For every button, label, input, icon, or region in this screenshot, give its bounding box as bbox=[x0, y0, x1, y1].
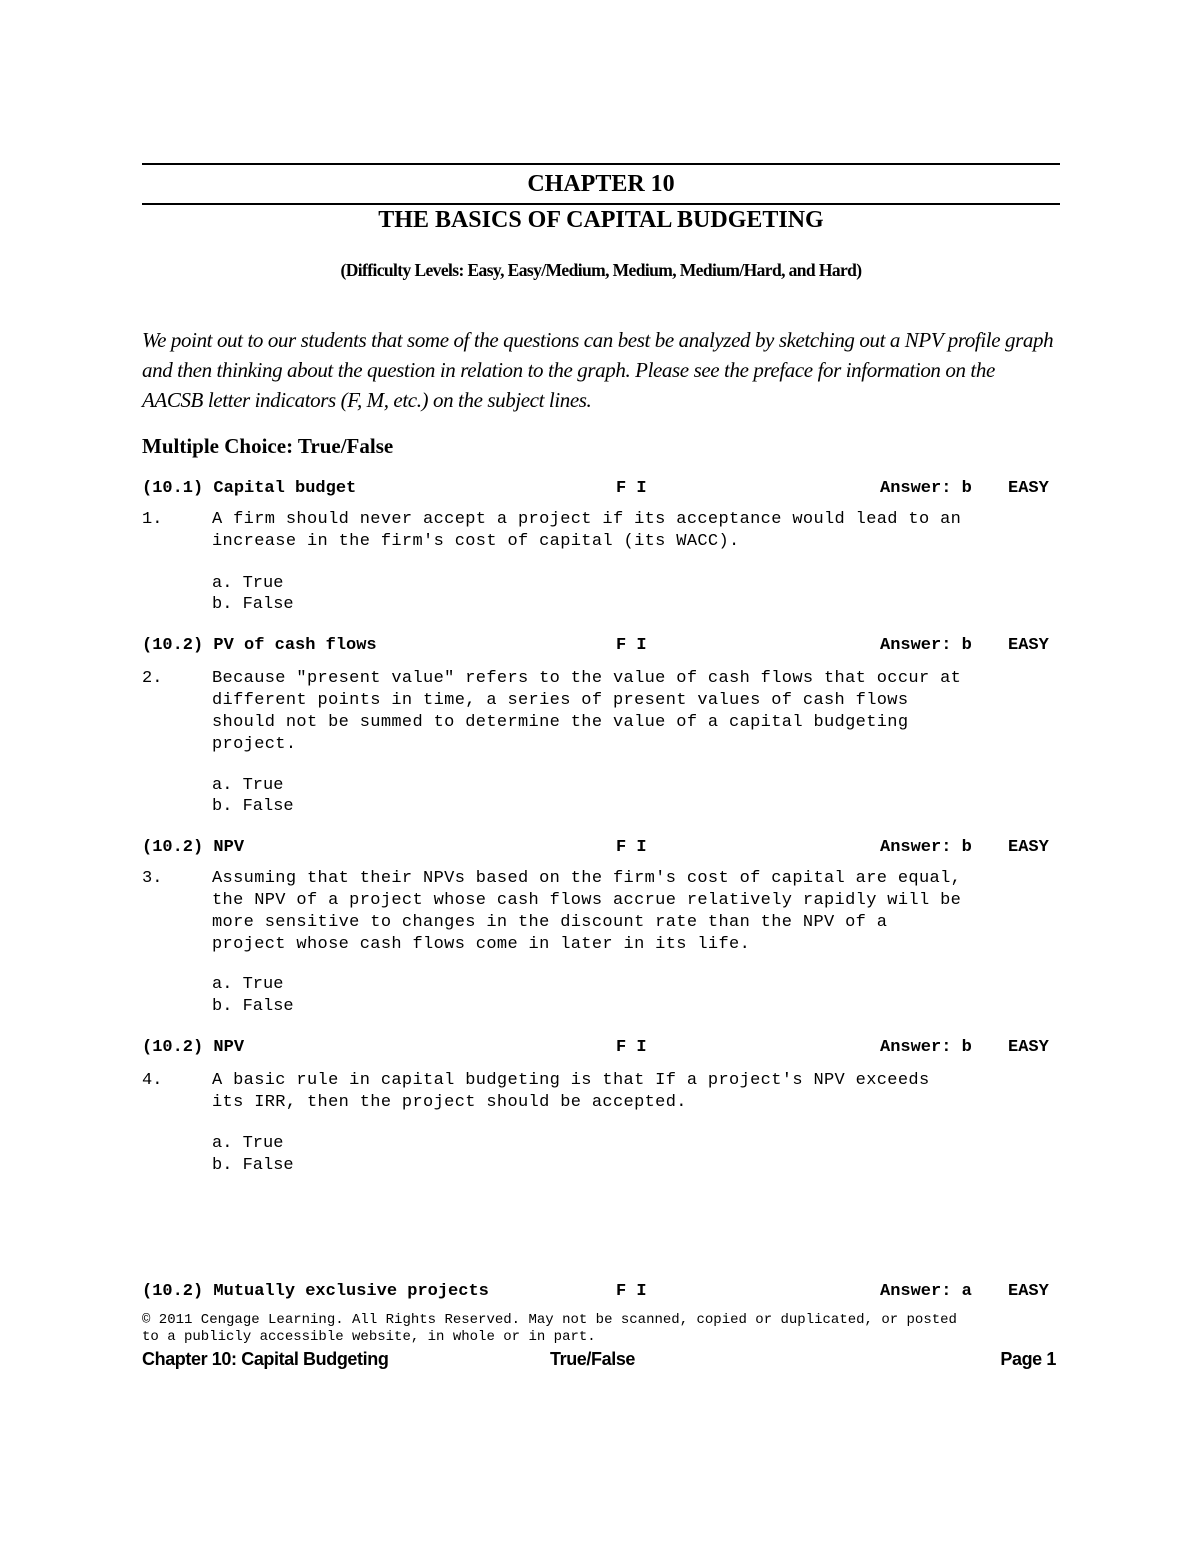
difficulty-level: EASY bbox=[1008, 636, 1049, 655]
footer-chapter: Chapter 10: Capital Budgeting bbox=[142, 1349, 389, 1369]
question-text: Because "present value" refers to the value of cash flows that occur at different points in time, a series of present values of cash flows should not be summed to determine the value of a capital budgeting project. bbox=[212, 669, 962, 754]
top-rule bbox=[142, 163, 1060, 165]
question-text: Assuming that their NPVs based on the firm's cost of capital are equal, the NPV of a project whose cash flows accrue relatively rapidly will be more sensitive to changes in the discount rate than the NPV of a project whose cash flows come in later in its life. bbox=[212, 869, 962, 954]
chapter-title: THE BASICS OF CAPITAL BUDGETING bbox=[378, 207, 824, 233]
aacsb-indicator: F I bbox=[616, 479, 647, 498]
question-topic: (10.2) Mutually exclusive projects bbox=[142, 1282, 489, 1301]
aacsb-indicator: F I bbox=[616, 636, 647, 655]
question-header bbox=[142, 478, 1060, 500]
question-topic: (10.1) Capital budget bbox=[142, 479, 357, 498]
question-number: 1. bbox=[142, 510, 163, 529]
page-number: Page 1 bbox=[1000, 1349, 1056, 1369]
option-b: b. False bbox=[212, 1156, 294, 1175]
question-number: 2. bbox=[142, 669, 163, 688]
difficulty-level: EASY bbox=[1008, 838, 1049, 857]
question-text: A basic rule in capital budgeting is that If a project's NPV exceeds its IRR, then the project should be accepted. bbox=[212, 1071, 930, 1112]
answer-key: Answer: b bbox=[880, 838, 972, 857]
question-header bbox=[142, 1281, 1060, 1303]
question-topic: (10.2) PV of cash flows bbox=[142, 636, 377, 655]
aacsb-indicator: F I bbox=[616, 838, 647, 857]
question-topic: (10.2) NPV bbox=[142, 1038, 245, 1057]
difficulty-levels: (Difficulty Levels: Easy, Easy/Medium, Medium, Medium/Hard, and Hard) bbox=[340, 260, 862, 280]
question-topic: (10.2) NPV bbox=[142, 838, 245, 857]
option-a: a. True bbox=[212, 776, 284, 795]
aacsb-indicator: F I bbox=[616, 1282, 647, 1301]
difficulty-level: EASY bbox=[1008, 1038, 1049, 1057]
answer-key: Answer: b bbox=[880, 479, 972, 498]
document-page bbox=[142, 0, 1060, 1553]
answer-key: Answer: b bbox=[880, 636, 972, 655]
question-body bbox=[142, 509, 1060, 555]
question-text: A firm should never accept a project if its acceptance would lead to an increase in the firm's cost of capital (its WACC). bbox=[212, 510, 962, 551]
difficulty-level: EASY bbox=[1008, 1282, 1049, 1301]
question-header bbox=[142, 635, 1060, 657]
page-footer bbox=[142, 1346, 1060, 1372]
option-a: a. True bbox=[212, 975, 284, 994]
option-b: b. False bbox=[212, 997, 294, 1016]
chapter-heading: CHAPTER 10 bbox=[527, 171, 675, 197]
question-header bbox=[142, 837, 1060, 859]
section-title: Multiple Choice: True/False bbox=[142, 434, 394, 458]
answer-key: Answer: a bbox=[880, 1282, 972, 1301]
intro-paragraph: We point out to our students that some of the questions can best be analyzed by sketching out a NPV profile graph and then thinking about the question in relation to the graph. Please see the preface for information on the AACSB letter indicators (F, M, etc.) on the subject lines. bbox=[142, 328, 1054, 412]
option-a: a. True bbox=[212, 574, 284, 593]
question-body bbox=[142, 1070, 1060, 1116]
aacsb-indicator: F I bbox=[616, 1038, 647, 1057]
difficulty-level: EASY bbox=[1008, 479, 1049, 498]
option-a: a. True bbox=[212, 1134, 284, 1153]
question-body bbox=[142, 868, 1060, 956]
question-body bbox=[142, 668, 1060, 756]
footer-section: True/False bbox=[550, 1349, 636, 1369]
option-b: b. False bbox=[212, 595, 294, 614]
question-number: 3. bbox=[142, 869, 163, 888]
question-number: 4. bbox=[142, 1071, 163, 1090]
copyright-notice: © 2011 Cengage Learning. All Rights Reserved. May not be scanned, copied or duplicated, or posted to a publicly accessible website, in whole or in part. bbox=[142, 1312, 957, 1345]
answer-key: Answer: b bbox=[880, 1038, 972, 1057]
option-b: b. False bbox=[212, 797, 294, 816]
question-header bbox=[142, 1037, 1060, 1059]
